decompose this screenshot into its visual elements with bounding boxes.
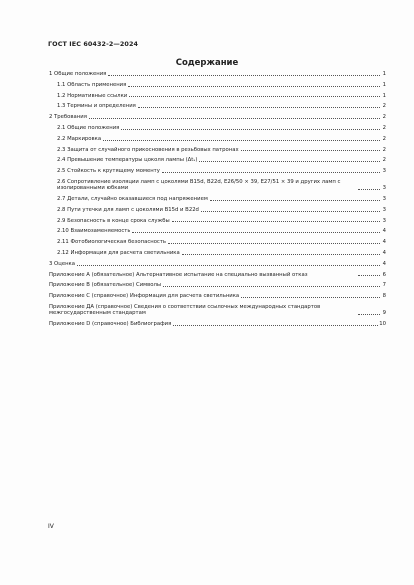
toc-entry-page: 3 bbox=[382, 168, 386, 175]
toc-entry-label: 1 Общие положения bbox=[49, 71, 107, 77]
document-standard-header: ГОСТ IEC 60432-2—2024 bbox=[48, 40, 139, 48]
toc-entry[interactable] bbox=[49, 207, 386, 213]
dot-leader bbox=[358, 275, 380, 276]
dot-leader bbox=[241, 297, 380, 298]
toc-entry-page: 3 bbox=[382, 195, 386, 202]
toc-entry-label: 2.7 Детали, случайно оказавшиеся под напряжением bbox=[57, 195, 208, 202]
toc-entry[interactable] bbox=[49, 272, 386, 278]
toc-entry[interactable] bbox=[49, 157, 386, 163]
toc-entry-label: 2.5 Стойкость к крутящему моменту bbox=[57, 168, 160, 175]
dot-leader bbox=[182, 254, 380, 255]
toc-entry[interactable] bbox=[49, 293, 386, 299]
dot-leader bbox=[132, 232, 380, 233]
toc-entry-page: 1 bbox=[382, 71, 386, 77]
toc-entry-page: 2 bbox=[382, 124, 386, 131]
dot-leader bbox=[89, 118, 380, 119]
dot-leader bbox=[103, 140, 380, 141]
toc-entry-label: 2.10 Взаимозаменяемость bbox=[57, 228, 131, 235]
toc-entry-page: 3 bbox=[382, 206, 386, 213]
dot-leader bbox=[128, 86, 380, 87]
dot-leader bbox=[241, 150, 380, 151]
dot-leader bbox=[129, 96, 380, 97]
toc-entry-page: 3 bbox=[382, 185, 386, 192]
toc-entry-label: 2.1 Общие положения bbox=[57, 124, 120, 131]
toc-entry-page: 1 bbox=[382, 92, 386, 99]
toc-entry-label: 2.3 Защита от случайного прикосновения в резьбовых патронах bbox=[57, 146, 239, 153]
toc-entry-page: 2 bbox=[382, 146, 386, 153]
toc-entry-label: Приложение D (справочное) Библиография bbox=[49, 320, 172, 327]
toc-entry[interactable] bbox=[49, 136, 386, 142]
dot-leader bbox=[77, 265, 380, 266]
dot-leader bbox=[358, 189, 380, 190]
toc-entry-page: 2 bbox=[382, 157, 386, 164]
toc-title: Содержание bbox=[175, 58, 239, 68]
toc-entry[interactable] bbox=[49, 147, 386, 153]
toc-entry[interactable] bbox=[49, 179, 386, 191]
toc-entry-page: 3 bbox=[382, 217, 386, 224]
dot-leader bbox=[163, 286, 380, 287]
toc-entry-page: 2 bbox=[382, 135, 386, 142]
toc-entry-page: 9 bbox=[382, 310, 386, 317]
toc-entry-page: 7 bbox=[382, 282, 386, 289]
toc-entry-label: 2 Требования bbox=[49, 114, 87, 121]
toc-entry[interactable] bbox=[49, 93, 386, 99]
toc-entry-label: Приложение C (справочное) Информация для расчета светильника bbox=[49, 293, 240, 300]
toc-entry-label: 1.1 Область применения bbox=[57, 81, 127, 88]
toc-entry[interactable] bbox=[49, 282, 386, 288]
dot-leader bbox=[172, 221, 380, 222]
toc-entry[interactable] bbox=[49, 321, 386, 327]
toc-entry-label: Приложение ДА (справочное) Сведения о соответствии ссылочных международных стандартов межгосударственным стандартам bbox=[49, 303, 321, 317]
dot-leader bbox=[138, 107, 380, 108]
toc-entry[interactable] bbox=[49, 114, 386, 120]
toc-entry[interactable] bbox=[49, 239, 386, 245]
toc-entry[interactable] bbox=[49, 218, 386, 224]
toc-entry-page: 10 bbox=[379, 320, 386, 327]
dot-leader bbox=[210, 200, 380, 201]
toc-entry[interactable] bbox=[49, 304, 386, 316]
toc-entry[interactable] bbox=[49, 168, 386, 174]
toc-entry-page: 2 bbox=[382, 114, 386, 121]
toc-entry-label: 2.6 Сопротивление изоляции ламп с цоколями B15d, B22d, E26/50 × 39, E27/51 × 39 и других ламп с изолированными юбками bbox=[57, 178, 341, 192]
table-of-contents bbox=[49, 71, 386, 332]
toc-entry-label: 2.12 Информация для расчета светильника bbox=[57, 249, 180, 256]
toc-entry-label: 2.2 Маркировка bbox=[57, 135, 102, 142]
toc-entry[interactable] bbox=[49, 103, 386, 109]
toc-entry-label: 2.9 Безопасность в конце срока службы bbox=[57, 217, 170, 224]
toc-entry-label: 2.8 Пути утечки для ламп с цоколями B15d и B22d bbox=[57, 206, 199, 213]
toc-entry[interactable] bbox=[49, 261, 386, 267]
toc-entry-page: 4 bbox=[382, 260, 386, 267]
toc-entry-label: Приложение A (обязательное) Альтернативное испытание на специально вызванный отказ bbox=[49, 271, 308, 278]
toc-entry-label: 2.4 Превышение температуры цоколя лампы (Δtₛ) bbox=[57, 157, 198, 164]
dot-leader bbox=[173, 325, 378, 326]
dot-leader bbox=[199, 161, 380, 162]
toc-entry-page: 4 bbox=[382, 239, 386, 246]
toc-entry-page: 2 bbox=[382, 103, 386, 110]
toc-entry[interactable] bbox=[49, 125, 386, 131]
toc-entry-page: 4 bbox=[382, 228, 386, 235]
toc-entry-label: 1.2 Нормативные ссылки bbox=[57, 92, 128, 99]
toc-entry-page: 6 bbox=[382, 271, 386, 278]
toc-entry-label: Приложение B (обязательное) Символы bbox=[49, 282, 162, 289]
dot-leader bbox=[162, 172, 380, 173]
dot-leader bbox=[108, 75, 380, 76]
toc-entry-label: 3 Оценка bbox=[49, 260, 75, 267]
dot-leader bbox=[168, 243, 380, 244]
dot-leader bbox=[358, 314, 380, 315]
toc-entry[interactable] bbox=[49, 228, 386, 234]
toc-entry[interactable] bbox=[49, 82, 386, 88]
toc-entry[interactable] bbox=[49, 250, 386, 256]
dot-leader bbox=[121, 129, 380, 130]
toc-entry[interactable] bbox=[49, 196, 386, 202]
toc-entry-label: 1.3 Термины и определения bbox=[57, 103, 136, 110]
toc-entry-page: 1 bbox=[382, 81, 386, 88]
page-number: IV bbox=[48, 523, 54, 530]
toc-entry-label: 2.11 Фотобиологическая безопасность bbox=[57, 239, 167, 246]
dot-leader bbox=[201, 211, 380, 212]
toc-entry[interactable] bbox=[49, 71, 386, 77]
toc-entry-page: 8 bbox=[382, 293, 386, 300]
toc-entry-page: 4 bbox=[382, 249, 386, 256]
